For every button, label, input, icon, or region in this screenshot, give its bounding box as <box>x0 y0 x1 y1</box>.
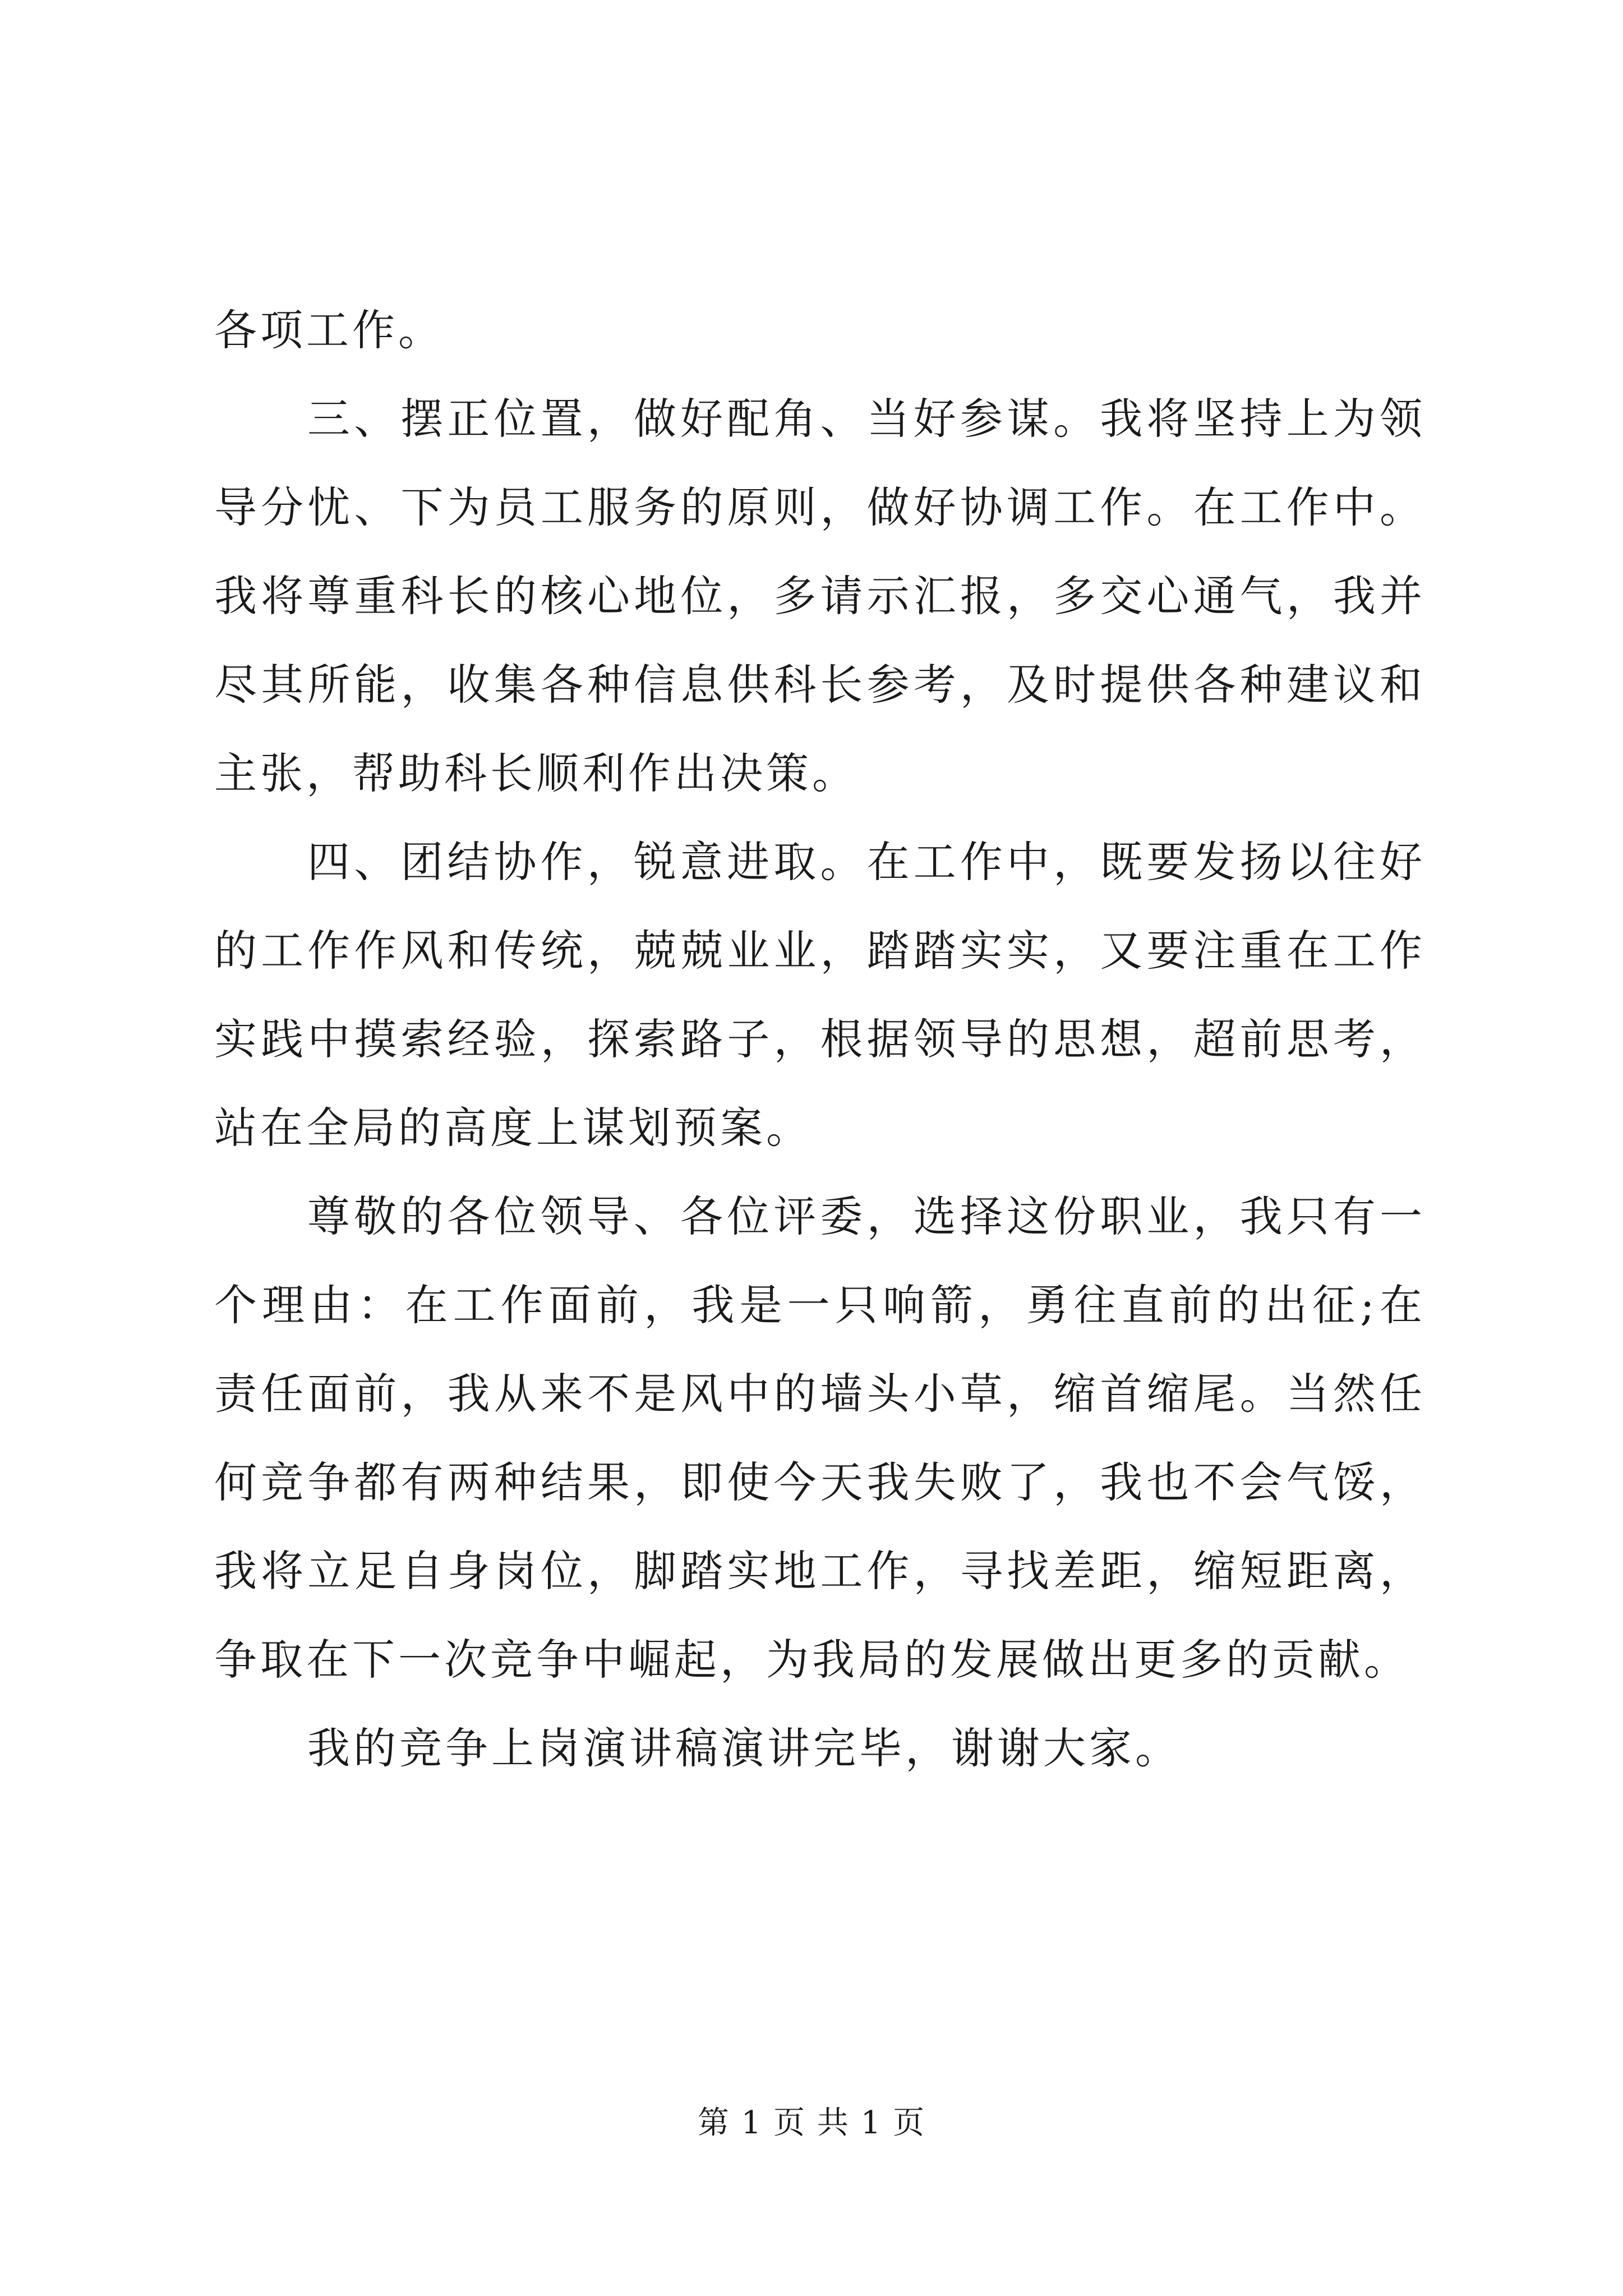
paragraph-point-three: 三、摆正位置，做好配角、当好参谋。我将坚持上为领导分忧、下为员工服务的原则，做好协调工作。在工作中。我将尊重科长的核心地位，多请示汇报，多交心通气，我并尽其所能，收集各种信息供科长参考，及时提供各种建议和主张，帮助科长顺利作出决策。 <box>214 394 1426 798</box>
paragraph-point-four: 四、团结协作，锐意进取。在工作中，既要发扬以往好的工作作风和传统，兢兢业业，踏踏实实，又要注重在工作实践中摸索经验，探索路子，根据领导的思想，超前思考，站在全局的高度上谋划预案。 <box>214 837 1426 1153</box>
paragraph-continuation: 各项工作。 <box>214 305 444 355</box>
page-number-footer: 第 1 页 共 1 页 <box>697 2105 926 2141</box>
paragraph-thanks: 我的竞争上岗演讲稿演讲完毕，谢谢大家。 <box>307 1723 1181 1773</box>
paragraph-closing-statement: 尊敬的各位领导、各位评委，选择这份职业，我只有一个理由：在工作面前，我是一只响箭，勇往直前的出征;在责任面前，我从来不是风中的墙头小草，缩首缩尾。当然任何竞争都有两种结果，即使今天我失败了，我也不会气馁，我将立足自身岗位，脚踏实地工作，寻找差距，缩短距离，争取在下一次竞争中崛起，为我局的发展做出更多的贡献。 <box>214 1191 1426 1685</box>
document-body <box>214 286 1426 1793</box>
